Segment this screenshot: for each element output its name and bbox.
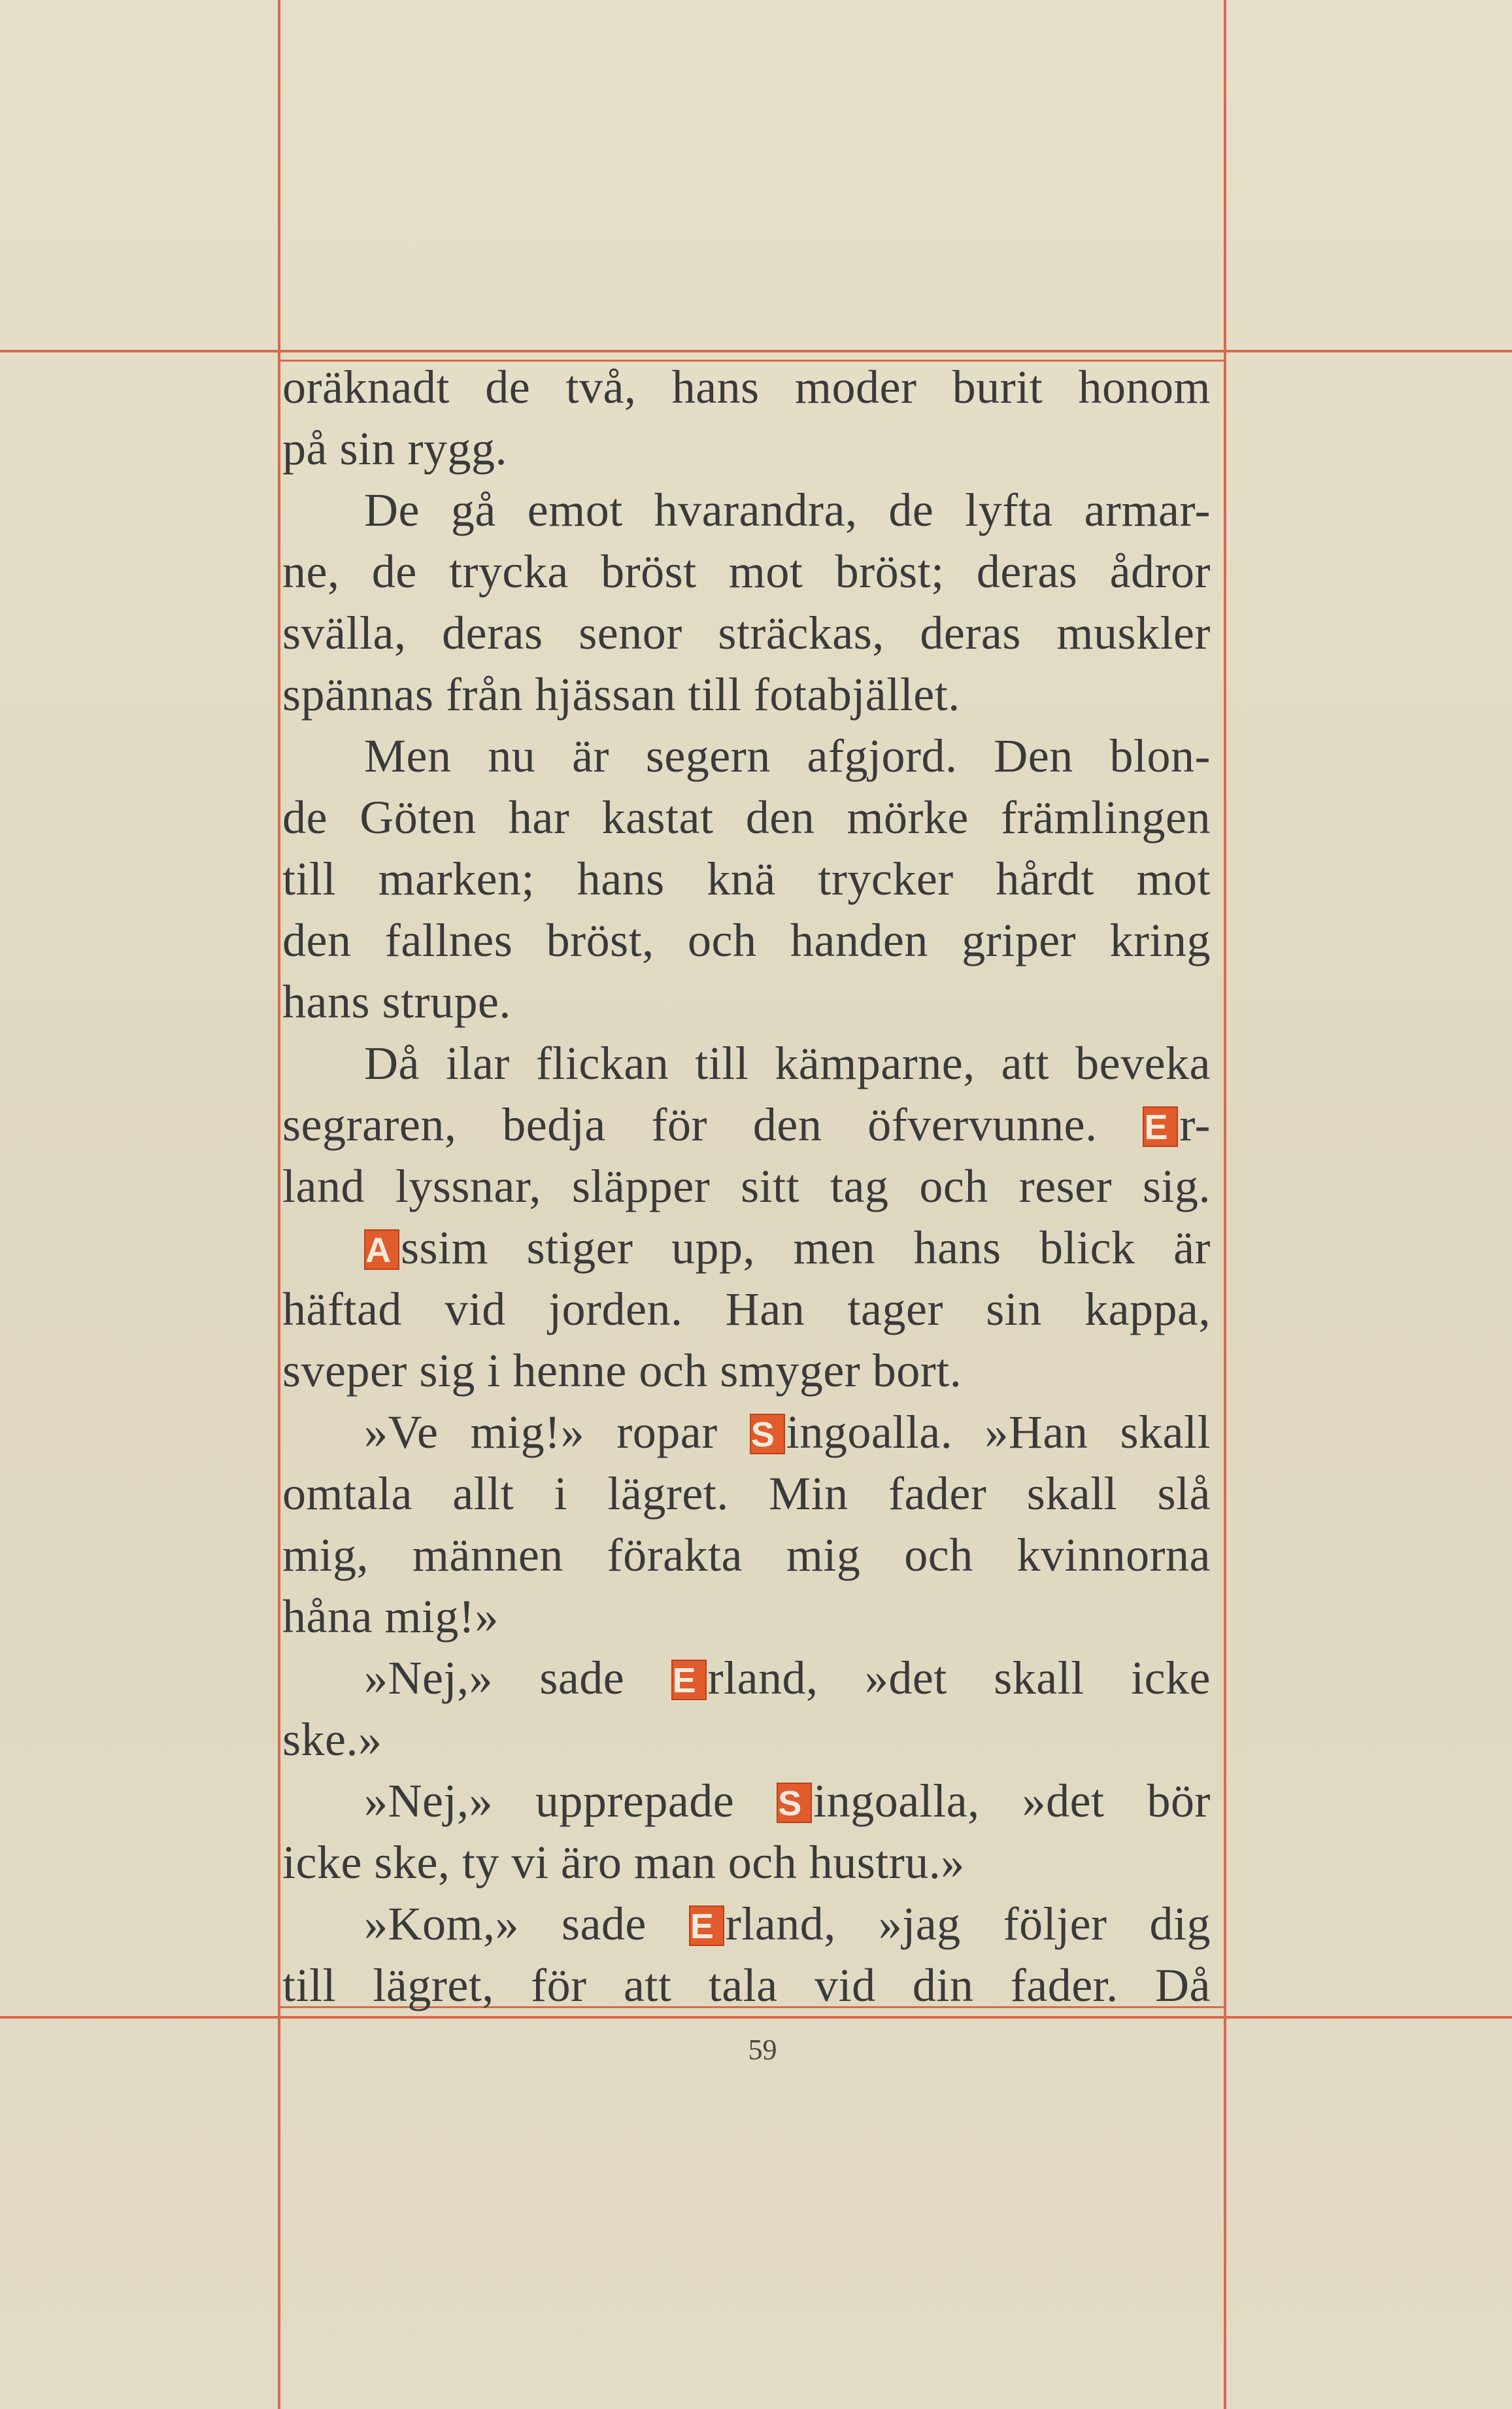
- text-line: [282, 541, 1211, 602]
- text-line: [282, 1033, 1211, 1094]
- text-run: »Nej,» sade: [364, 1652, 671, 1704]
- decorated-initial: E: [671, 1660, 707, 1700]
- text-line: [282, 971, 1211, 1033]
- text-run: rland, »det skall icke: [707, 1652, 1211, 1704]
- text-run: Men nu är segern afgjord. Den blon-: [364, 730, 1211, 782]
- text-run: spännas från hjässan till fotabjället.: [282, 668, 960, 721]
- text-line: [282, 1094, 1211, 1155]
- text-line: [282, 1955, 1211, 2016]
- text-run: »Nej,» upprepade: [364, 1775, 777, 1827]
- text-line: [282, 1524, 1211, 1586]
- text-run: omtala allt i lägret. Min fader skall slå: [282, 1467, 1211, 1520]
- text-line: [282, 1217, 1211, 1278]
- text-line: [282, 1278, 1211, 1340]
- text-run: på sin rygg.: [282, 422, 507, 475]
- text-run: håna mig!»: [282, 1590, 499, 1643]
- text-run: hans strupe.: [282, 976, 511, 1028]
- text-line: [282, 910, 1211, 971]
- page-number: 59: [748, 2034, 777, 2066]
- decorated-initial: E: [689, 1905, 724, 1946]
- text-run: »Ve mig!» ropar: [364, 1406, 750, 1458]
- text-line: [282, 1586, 1211, 1647]
- text-run: Då ilar flickan till kämparne, att beveka: [364, 1037, 1211, 1089]
- text-line: [282, 787, 1211, 848]
- body-text: [282, 356, 1211, 2016]
- text-run: ingoalla, »det bör: [813, 1775, 1211, 1827]
- text-line: [282, 848, 1211, 910]
- text-line: [282, 725, 1211, 787]
- text-run: till marken; hans knä trycker hårdt mot: [282, 853, 1211, 905]
- decorated-initial: S: [750, 1414, 785, 1454]
- text-run: den fallnes bröst, och handen griper kring: [282, 914, 1211, 966]
- text-run: oräknadt de två, hans moder burit honom: [282, 361, 1211, 413]
- text-line: [282, 1463, 1211, 1524]
- text-line: [282, 1155, 1211, 1217]
- text-run: häftad vid jorden. Han tager sin kappa,: [282, 1283, 1211, 1335]
- text-run: land lyssnar, släpper sitt tag och reser sig.: [282, 1160, 1211, 1212]
- margin-rule-bottom: [0, 2016, 1512, 2019]
- text-run: segraren, bedja för den öfvervunne.: [282, 1099, 1143, 1151]
- text-line: [282, 1893, 1211, 1955]
- text-run: icke ske, ty vi äro man och hustru.»: [282, 1836, 965, 1888]
- text-line: [282, 602, 1211, 664]
- text-run: De gå emot hvarandra, de lyfta armar-: [364, 484, 1211, 536]
- text-line: [282, 664, 1211, 725]
- text-line: [282, 1832, 1211, 1893]
- text-line: [282, 1770, 1211, 1832]
- decorated-initial: A: [364, 1229, 399, 1270]
- text-run: sveper sig i henne och smyger bort.: [282, 1344, 962, 1397]
- text-run: ne, de trycka bröst mot bröst; deras ådror: [282, 545, 1211, 598]
- text-line: [282, 1401, 1211, 1463]
- text-run: ske.»: [282, 1713, 382, 1766]
- text-run: till lägret, för att tala vid din fader. Då: [282, 1959, 1211, 2011]
- text-line: [282, 418, 1211, 479]
- text-run: de Göten har kastat den mörke främlingen: [282, 791, 1211, 844]
- text-run: ingoalla. »Han skall: [786, 1406, 1211, 1458]
- text-line: [282, 479, 1211, 541]
- decorated-initial: S: [777, 1783, 812, 1823]
- margin-rule-top: [0, 350, 1512, 352]
- text-line: [282, 1340, 1211, 1401]
- text-line: [282, 1709, 1211, 1770]
- text-run: ssim stiger upp, men hans blick är: [401, 1222, 1211, 1274]
- text-run: »Kom,» sade: [364, 1898, 689, 1950]
- text-run: mig, männen förakta mig och kvinnorna: [282, 1529, 1211, 1581]
- decorated-initial: E: [1143, 1106, 1178, 1147]
- text-line: [282, 356, 1211, 418]
- text-run: rland, »jag följer dig: [725, 1898, 1211, 1950]
- text-line: [282, 1647, 1211, 1709]
- text-run: r-: [1179, 1099, 1211, 1151]
- text-run: svälla, deras senor sträckas, deras muskler: [282, 607, 1211, 659]
